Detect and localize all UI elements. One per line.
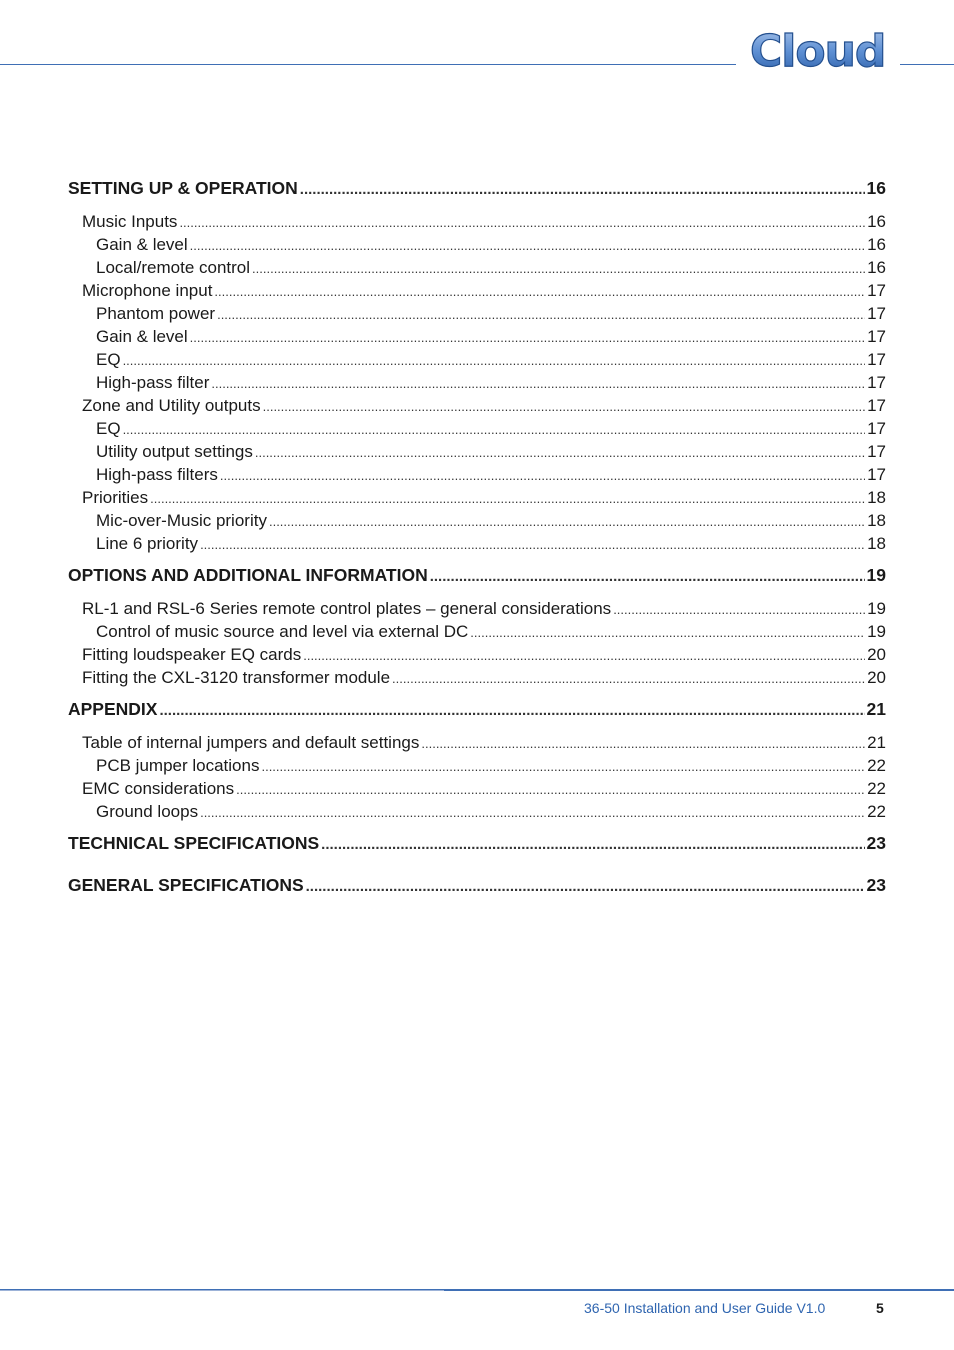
toc-entry-page: 21 xyxy=(867,733,886,752)
table-of-contents xyxy=(68,174,886,907)
toc-dot-leader xyxy=(300,174,865,204)
toc-dot-leader xyxy=(430,561,865,591)
toc-dot-leader xyxy=(123,348,866,372)
toc-entry-title: Utility output settings xyxy=(96,442,253,461)
toc-dot-leader xyxy=(179,210,865,234)
toc-entry-title: Local/remote control xyxy=(96,258,251,277)
toc-entry-title: Gain & level xyxy=(96,235,188,254)
toc-entry-page: 17 xyxy=(867,396,886,415)
toc-entry-title: Table of internal jumpers and default settings xyxy=(82,733,420,752)
toc-entry[interactable] xyxy=(68,440,886,463)
toc-entry-page: 16 xyxy=(867,212,886,231)
toc-entry-page: 16 xyxy=(867,235,886,254)
toc-entry-page: 22 xyxy=(867,802,886,821)
toc-entry-page: 20 xyxy=(867,645,886,664)
toc-dot-leader xyxy=(190,233,865,257)
toc-entry[interactable] xyxy=(68,731,886,754)
toc-entry-page: 19 xyxy=(867,599,886,618)
toc-entry[interactable] xyxy=(68,394,886,417)
toc-section-entry[interactable] xyxy=(68,871,886,907)
toc-entry-title: EMC considerations xyxy=(82,779,235,798)
toc-entry-page: 18 xyxy=(867,534,886,553)
toc-entry-page: 16 xyxy=(867,258,886,277)
toc-entry[interactable] xyxy=(68,279,886,302)
footer-page-number: 5 xyxy=(876,1300,884,1316)
toc-entry-title: Phantom power xyxy=(96,304,216,323)
toc-entry-page: 17 xyxy=(867,281,886,300)
toc-entry[interactable] xyxy=(68,233,886,256)
toc-dot-leader xyxy=(190,325,865,349)
toc-entry-title: Ground loops xyxy=(96,802,199,821)
toc-entry-title: Line 6 priority xyxy=(96,534,199,553)
toc-entry-title: APPENDIX xyxy=(68,699,158,719)
toc-entry-page: 17 xyxy=(867,419,886,438)
toc-dot-leader xyxy=(211,371,865,395)
toc-dot-leader xyxy=(150,486,865,510)
toc-entry[interactable] xyxy=(68,210,886,233)
toc-entry[interactable] xyxy=(68,777,886,800)
toc-entry[interactable] xyxy=(68,325,886,348)
toc-entry-title: Control of music source and level via external DC xyxy=(96,622,469,641)
toc-entry-title: Music Inputs xyxy=(82,212,178,231)
toc-dot-leader xyxy=(214,279,865,303)
toc-dot-leader xyxy=(392,666,865,690)
toc-entry-title: PCB jumper locations xyxy=(96,756,260,775)
toc-entry-title: TECHNICAL SPECIFICATIONS xyxy=(68,833,320,853)
toc-entry[interactable] xyxy=(68,509,886,532)
toc-dot-leader xyxy=(263,394,865,418)
toc-entry[interactable] xyxy=(68,417,886,440)
toc-entry-title: Gain & level xyxy=(96,327,188,346)
toc-dot-leader xyxy=(303,643,865,667)
toc-entry-title: OPTIONS AND ADDITIONAL INFORMATION xyxy=(68,565,428,585)
toc-dot-leader xyxy=(269,509,865,533)
toc-entry[interactable] xyxy=(68,371,886,394)
toc-dot-leader xyxy=(321,829,864,859)
toc-entry-page: 17 xyxy=(867,442,886,461)
toc-dot-leader xyxy=(421,731,865,755)
toc-entry[interactable] xyxy=(68,532,886,555)
toc-entry[interactable] xyxy=(68,348,886,371)
toc-dot-leader xyxy=(255,440,865,464)
toc-entry-page: 16 xyxy=(866,178,886,198)
toc-entry-title: Fitting the CXL-3120 transformer module xyxy=(82,668,391,687)
cloud-logo xyxy=(748,26,886,72)
toc-entry-title: RL-1 and RSL-6 Series remote control plates – general considerations xyxy=(82,599,612,618)
toc-dot-leader xyxy=(220,463,865,487)
toc-entry-title: Zone and Utility outputs xyxy=(82,396,261,415)
toc-entry[interactable] xyxy=(68,486,886,509)
footer-guide-title: 36-50 Installation and User Guide V1.0 xyxy=(584,1300,826,1316)
toc-dot-leader xyxy=(236,777,865,801)
toc-entry-page: 17 xyxy=(867,327,886,346)
toc-entry-page: 20 xyxy=(867,668,886,687)
toc-entry-page: 17 xyxy=(867,304,886,323)
toc-entry[interactable] xyxy=(68,643,886,666)
toc-dot-leader xyxy=(261,754,865,778)
toc-section-entry[interactable] xyxy=(68,174,886,210)
toc-dot-leader xyxy=(252,256,865,280)
toc-entry-page: 22 xyxy=(867,756,886,775)
toc-entry-title: EQ xyxy=(96,419,121,438)
header-rule-right xyxy=(900,64,954,65)
toc-dot-leader xyxy=(123,417,866,441)
toc-entry-page: 17 xyxy=(867,350,886,369)
toc-entry[interactable] xyxy=(68,754,886,777)
header-rule-left xyxy=(0,64,736,65)
toc-section-entry[interactable] xyxy=(68,829,886,865)
toc-entry[interactable] xyxy=(68,597,886,620)
toc-entry-title: Microphone input xyxy=(82,281,213,300)
footer-rule-accent xyxy=(0,1290,444,1291)
toc-dot-leader xyxy=(200,532,865,556)
toc-entry[interactable] xyxy=(68,666,886,689)
toc-entry-page: 17 xyxy=(867,465,886,484)
toc-entry-page: 23 xyxy=(866,833,886,853)
logo-wordmark: Cloud xyxy=(750,26,886,72)
toc-dot-leader xyxy=(613,597,865,621)
toc-entry-page: 19 xyxy=(866,565,886,585)
toc-entry[interactable] xyxy=(68,800,886,823)
toc-entry-page: 22 xyxy=(867,779,886,798)
toc-entry-page: 19 xyxy=(867,622,886,641)
toc-section-entry[interactable] xyxy=(68,561,886,597)
toc-entry[interactable] xyxy=(68,302,886,325)
toc-dot-leader xyxy=(470,620,865,644)
toc-entry-title: Fitting loudspeaker EQ cards xyxy=(82,645,302,664)
toc-entry-title: Priorities xyxy=(82,488,149,507)
toc-entry[interactable] xyxy=(68,620,886,643)
toc-entry[interactable] xyxy=(68,463,886,486)
toc-entry-title: High-pass filter xyxy=(96,373,210,392)
toc-entry[interactable] xyxy=(68,256,886,279)
toc-entry-page: 21 xyxy=(866,699,886,719)
toc-entry-page: 17 xyxy=(867,373,886,392)
toc-entry-page: 18 xyxy=(867,511,886,530)
toc-section-entry[interactable] xyxy=(68,695,886,731)
toc-dot-leader xyxy=(200,800,865,824)
toc-entry-page: 23 xyxy=(866,875,886,895)
toc-dot-leader xyxy=(306,871,865,901)
toc-entry-title: High-pass filters xyxy=(96,465,218,484)
toc-entry-title: Mic-over-Music priority xyxy=(96,511,267,530)
toc-entry-title: GENERAL SPECIFICATIONS xyxy=(68,875,304,895)
toc-dot-leader xyxy=(217,302,865,326)
toc-entry-title: SETTING UP & OPERATION xyxy=(68,178,298,198)
toc-dot-leader xyxy=(159,695,864,725)
toc-entry-title: EQ xyxy=(96,350,121,369)
toc-entry-page: 18 xyxy=(867,488,886,507)
